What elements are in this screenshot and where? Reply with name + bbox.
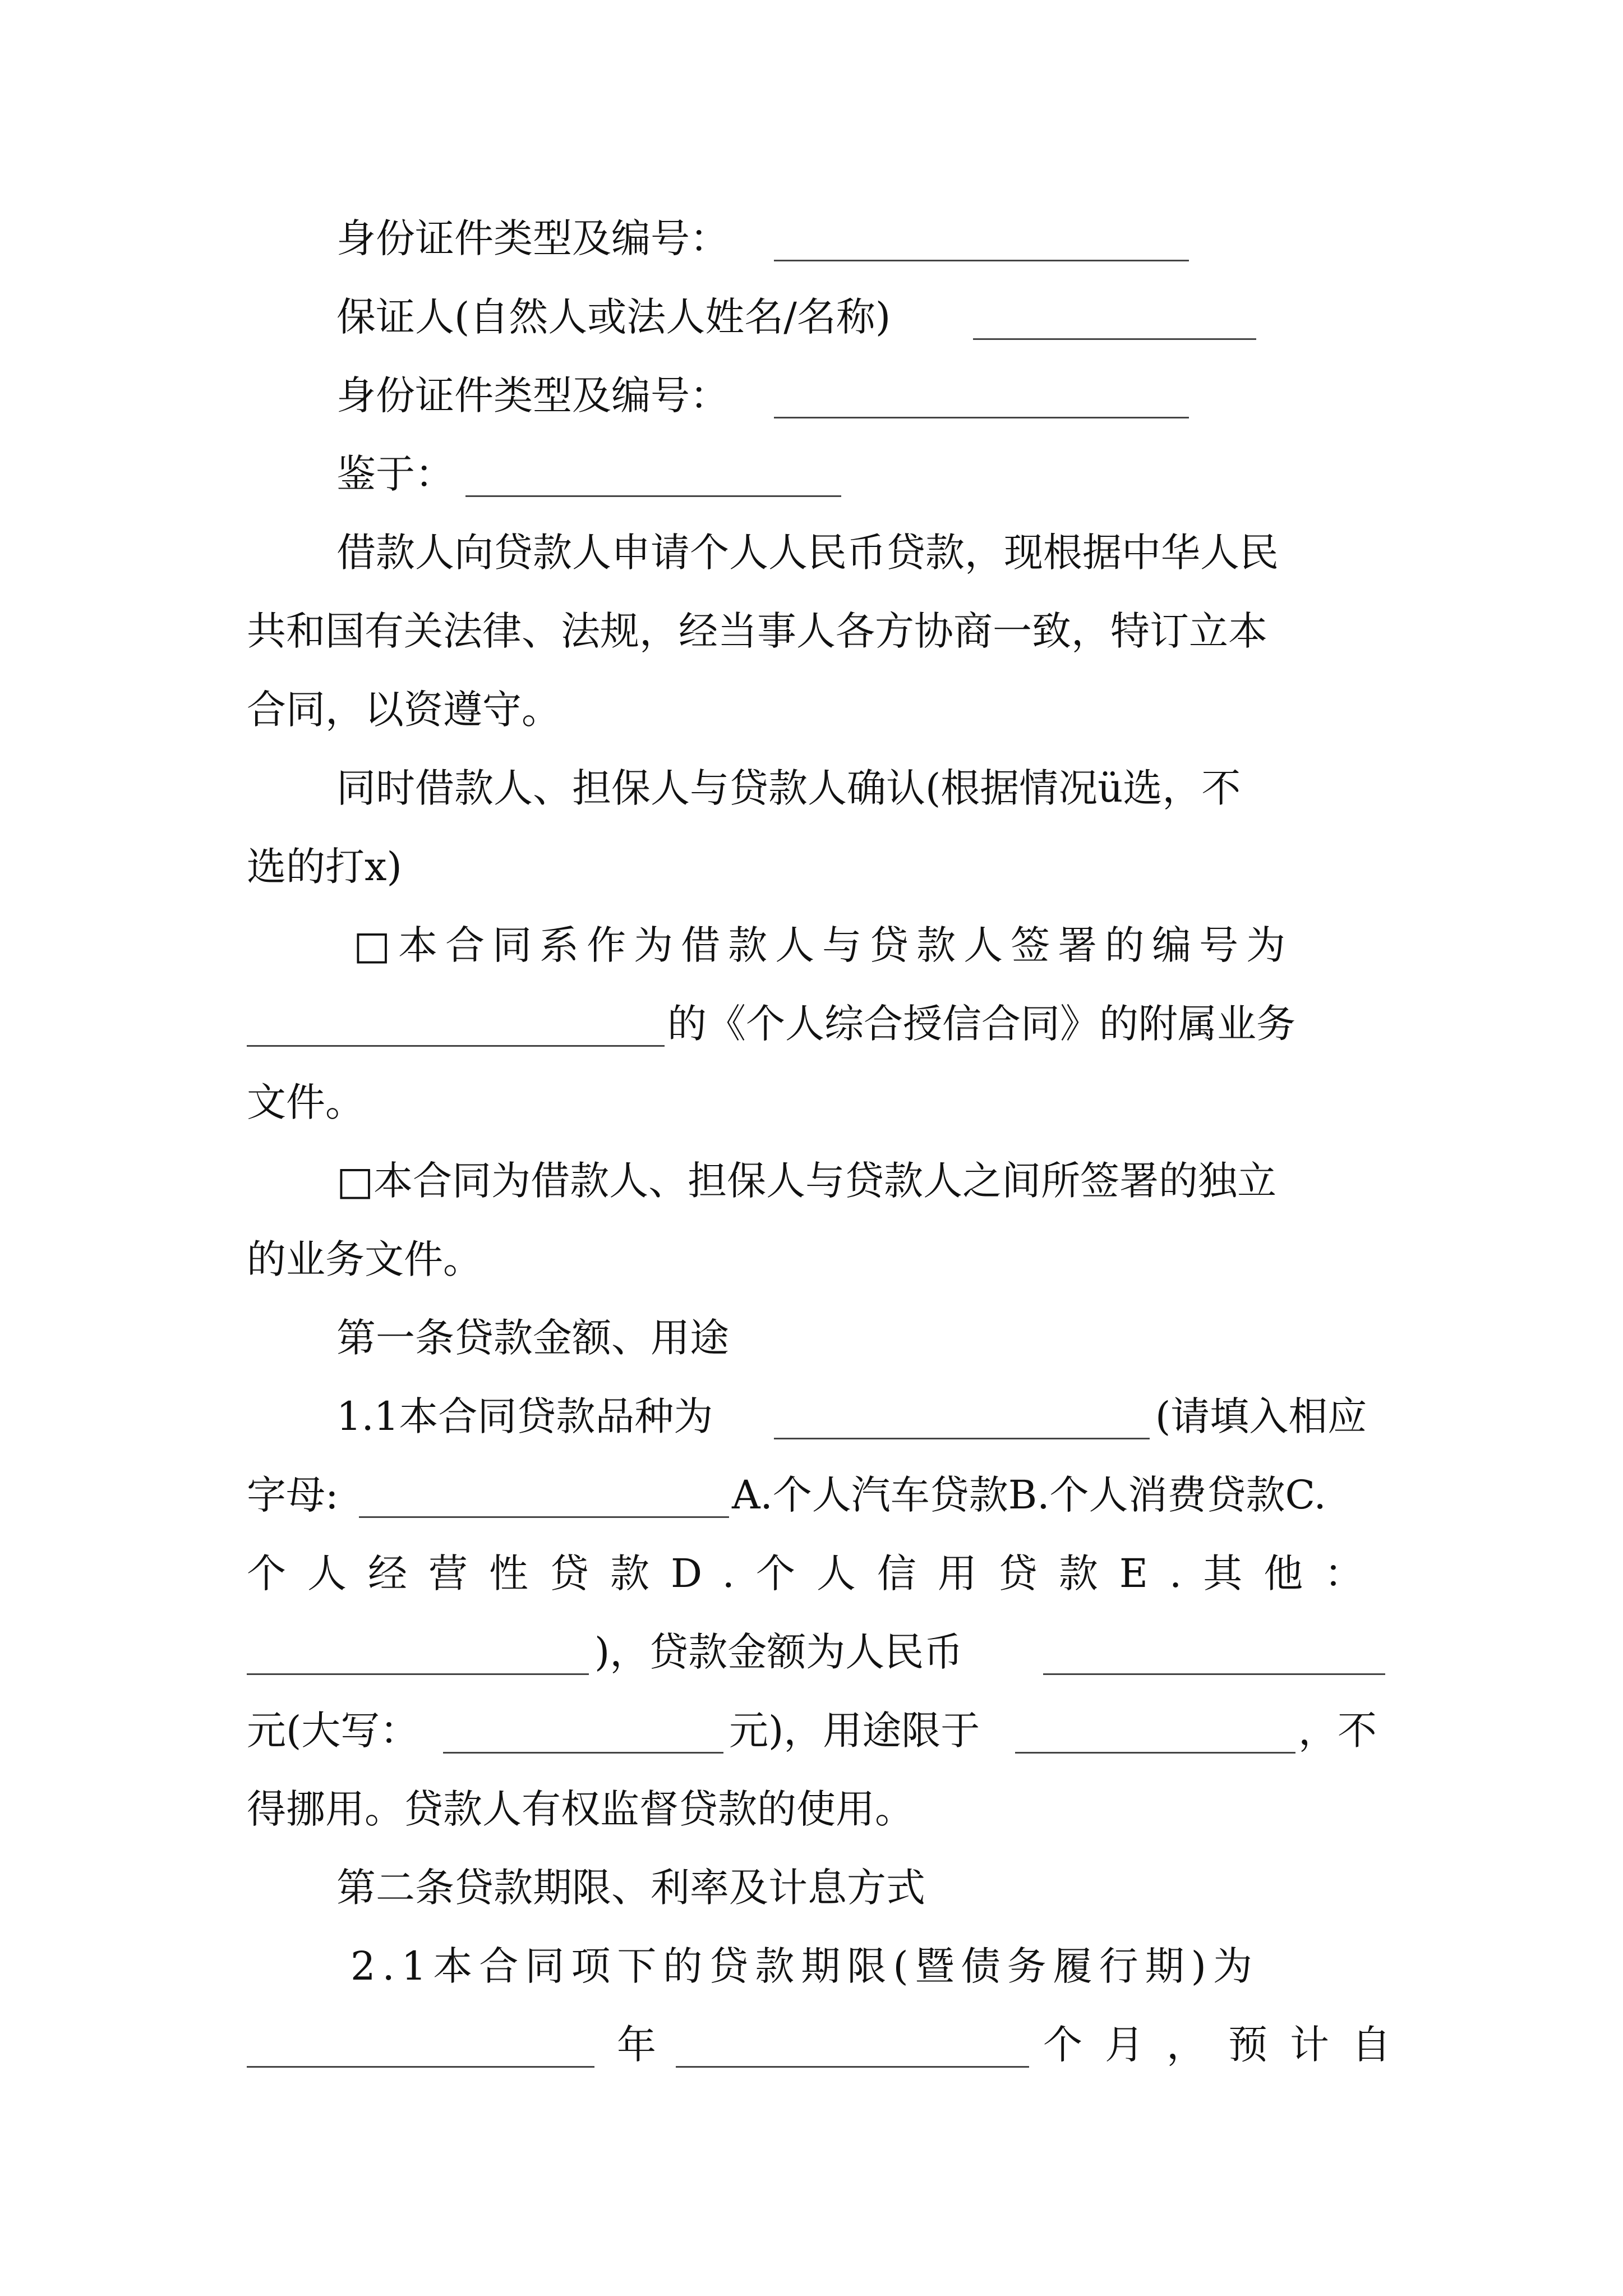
clause-1-1-line: [0, 1691, 1623, 1770]
option-1-line: [0, 1063, 1623, 1142]
blank-field[interactable]: [774, 417, 1189, 418]
clause-text: 2.1本合同项下的贷款期限(暨债务履行期)为: [351, 1943, 1259, 1989]
paragraph-line: [0, 513, 1623, 592]
blank-field[interactable]: [247, 1673, 589, 1675]
clause-text: )，贷款金额为人民币: [594, 1629, 963, 1675]
whereas-label: 鉴于：: [336, 451, 454, 497]
paragraph-text: 选的打x): [247, 844, 402, 890]
blank-field[interactable]: [676, 2066, 1029, 2068]
article-1-title: [0, 1299, 1623, 1377]
paragraph-text: 合同，以资遵守。: [247, 687, 561, 733]
clause-1-1-line: [0, 1613, 1623, 1691]
clause-text: 元(大写：: [247, 1708, 419, 1754]
clause-text: (请填入相应: [1155, 1393, 1367, 1439]
clause-2-1-line: [0, 2005, 1623, 2084]
paragraph-text: 共和国有关法律、法规，经当事人各方协商一致，特订立本: [247, 608, 1267, 654]
clause-text: 个人经营性贷款D.个人信用贷款E.其他：: [247, 1550, 1385, 1596]
clause-text: 元)，用途限于: [729, 1708, 980, 1754]
article-title: 第二条贷款期限、利率及计息方式: [336, 1865, 925, 1911]
blank-field[interactable]: [247, 2066, 594, 2068]
article-2-title: [0, 1848, 1623, 1927]
blank-field[interactable]: [359, 1516, 729, 1518]
paragraph-text: 借款人向贷款人申请个人人民币贷款，现根据中华人民: [336, 530, 1279, 576]
clause-text: 得挪用。贷款人有权监督贷款的使用。: [247, 1786, 914, 1832]
clause-1-1-line: [0, 1377, 1623, 1456]
option-1-text: 的《个人综合授信合同》的附属业务: [667, 1001, 1295, 1047]
clause-1-1-line: [0, 1456, 1623, 1534]
blank-field[interactable]: [1043, 1673, 1385, 1675]
blank-field[interactable]: [1015, 1752, 1295, 1754]
option-2-text: 的业务文件。: [247, 1236, 482, 1282]
id-type-number-line-1: [0, 199, 1623, 278]
option-1-text: 文件。: [247, 1079, 365, 1125]
clause-text: A.个人汽车贷款B.个人消费贷款C.: [732, 1472, 1326, 1518]
paragraph-line: [0, 670, 1623, 749]
guarantor-label: 保证人(自然人或法人姓名/名称): [336, 294, 891, 340]
option-2-line: [0, 1142, 1623, 1220]
option-1-text[interactable]: □本合同系作为借款人与贷款人签署的编号为: [353, 922, 1294, 968]
guarantor-line: [0, 278, 1623, 356]
paragraph-text: 同时借款人、担保人与贷款人确认(根据情况ü选，不: [336, 765, 1241, 811]
clause-1-1-line: [0, 1534, 1623, 1613]
clause-1-1-line: [0, 1770, 1623, 1848]
clause-2-1-line: [0, 1927, 1623, 2005]
option-1-line: [0, 984, 1623, 1063]
clause-text: 个月，预计自: [1043, 2022, 1413, 2068]
blank-field[interactable]: [247, 1045, 665, 1047]
blank-field[interactable]: [973, 338, 1256, 340]
option-1-line: [0, 906, 1623, 984]
blank-field[interactable]: [465, 495, 841, 497]
article-title: 第一条贷款金额、用途: [336, 1315, 729, 1361]
id-type-label: 身份证件类型及编号：: [336, 372, 729, 418]
blank-field[interactable]: [443, 1752, 723, 1754]
paragraph-line: [0, 592, 1623, 670]
clause-text: 1.1本合同贷款品种为: [336, 1393, 713, 1439]
blank-field[interactable]: [774, 260, 1189, 261]
option-2-line: [0, 1220, 1623, 1299]
id-type-label: 身份证件类型及编号：: [336, 215, 729, 261]
blank-field[interactable]: [774, 1438, 1150, 1439]
clause-text: ，不: [1298, 1708, 1377, 1754]
paragraph-line: [0, 827, 1623, 906]
option-2-text[interactable]: □本合同为借款人、担保人与贷款人之间所签署的独立: [336, 1158, 1277, 1204]
paragraph-line: [0, 749, 1623, 827]
clause-text: 字母:: [247, 1472, 339, 1518]
id-type-number-line-2: [0, 356, 1623, 435]
clause-text: 年: [617, 2022, 656, 2068]
whereas-line: [0, 435, 1623, 513]
